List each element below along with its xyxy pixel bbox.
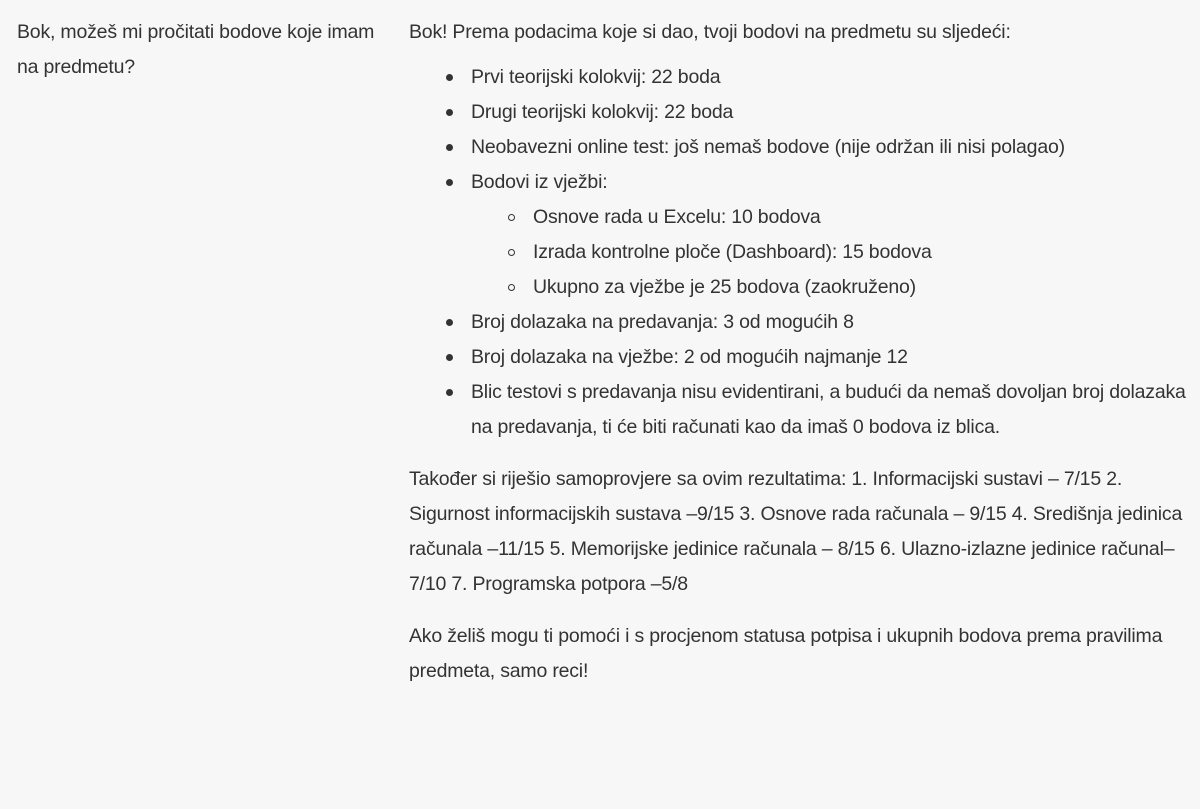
circle-bullet-icon xyxy=(508,284,515,291)
list-item-text: Bodovi iz vježbi: xyxy=(471,171,608,193)
list-item-text: Neobavezni online test: još nemaš bodove (nije održan ili nisi polagao) xyxy=(471,136,1065,158)
points-list xyxy=(409,60,1199,445)
list-item-text: Broj dolazaka na vježbe: 2 od mogućih najmanje 12 xyxy=(471,346,908,368)
list-item-text: Broj dolazaka na predavanja: 3 od mogućih 8 xyxy=(471,311,854,333)
sublist-item xyxy=(533,235,1199,270)
bullet-icon xyxy=(446,354,453,361)
sublist-item-text: Osnove rada u Excelu: 10 bodova xyxy=(533,206,821,228)
self-check-results: Također si riješio samoprovjere sa ovim rezultatima: 1. Informacijski sustavi – 7/15 2. Sigurnost informacijskih sustava –9/15 3. Osnove rada računala – 9/15 4. Središnja jedinica računala –11/15 5. Memorijske jedinice računala – 8/15 6. Ulazno-izlazne jedinice računal–7/10 7. Programska potpora –5/8 xyxy=(409,468,1183,595)
closing-offer: Ako želiš mogu ti pomoći i s procjenom statusa potpisa i ukupnih bodova prema pravilima predmeta, samo reci! xyxy=(409,625,1163,682)
sublist-item-text: Ukupno za vježbe je 25 bodova (zaokruženo) xyxy=(533,276,916,298)
user-message-text: Bok, možeš mi pročitati bodove koje imam na predmetu? xyxy=(17,21,375,78)
assistant-intro: Bok! Prema podacima koje si dao, tvoji bodovi na predmetu su sljedeći: xyxy=(409,21,1011,43)
circle-bullet-icon xyxy=(508,214,515,221)
exercise-points-sublist xyxy=(471,200,1199,305)
list-item xyxy=(471,95,1199,130)
assistant-message xyxy=(409,15,1199,689)
bullet-icon xyxy=(446,109,453,116)
bullet-icon xyxy=(446,144,453,151)
list-item xyxy=(471,340,1199,375)
bullet-icon xyxy=(446,389,453,396)
bullet-icon xyxy=(446,179,453,186)
list-item xyxy=(471,165,1199,305)
sublist-item xyxy=(533,200,1199,235)
bullet-icon xyxy=(446,74,453,81)
circle-bullet-icon xyxy=(508,249,515,256)
list-item xyxy=(471,130,1199,165)
bullet-icon xyxy=(446,319,453,326)
list-item-text: Blic testovi s predavanja nisu evidentirani, a budući da nemaš dovoljan broj dolazaka na predavanja, ti će biti računati kao da imaš 0 bodova iz blica. xyxy=(471,381,1186,438)
list-item-text: Prvi teorijski kolokvij: 22 boda xyxy=(471,66,721,88)
sublist-item xyxy=(533,270,1199,305)
user-message xyxy=(17,15,377,85)
list-item xyxy=(471,375,1199,445)
list-item-text: Drugi teorijski kolokvij: 22 boda xyxy=(471,101,734,123)
list-item xyxy=(471,60,1199,95)
sublist-item-text: Izrada kontrolne ploče (Dashboard): 15 bodova xyxy=(533,241,932,263)
list-item xyxy=(471,305,1199,340)
